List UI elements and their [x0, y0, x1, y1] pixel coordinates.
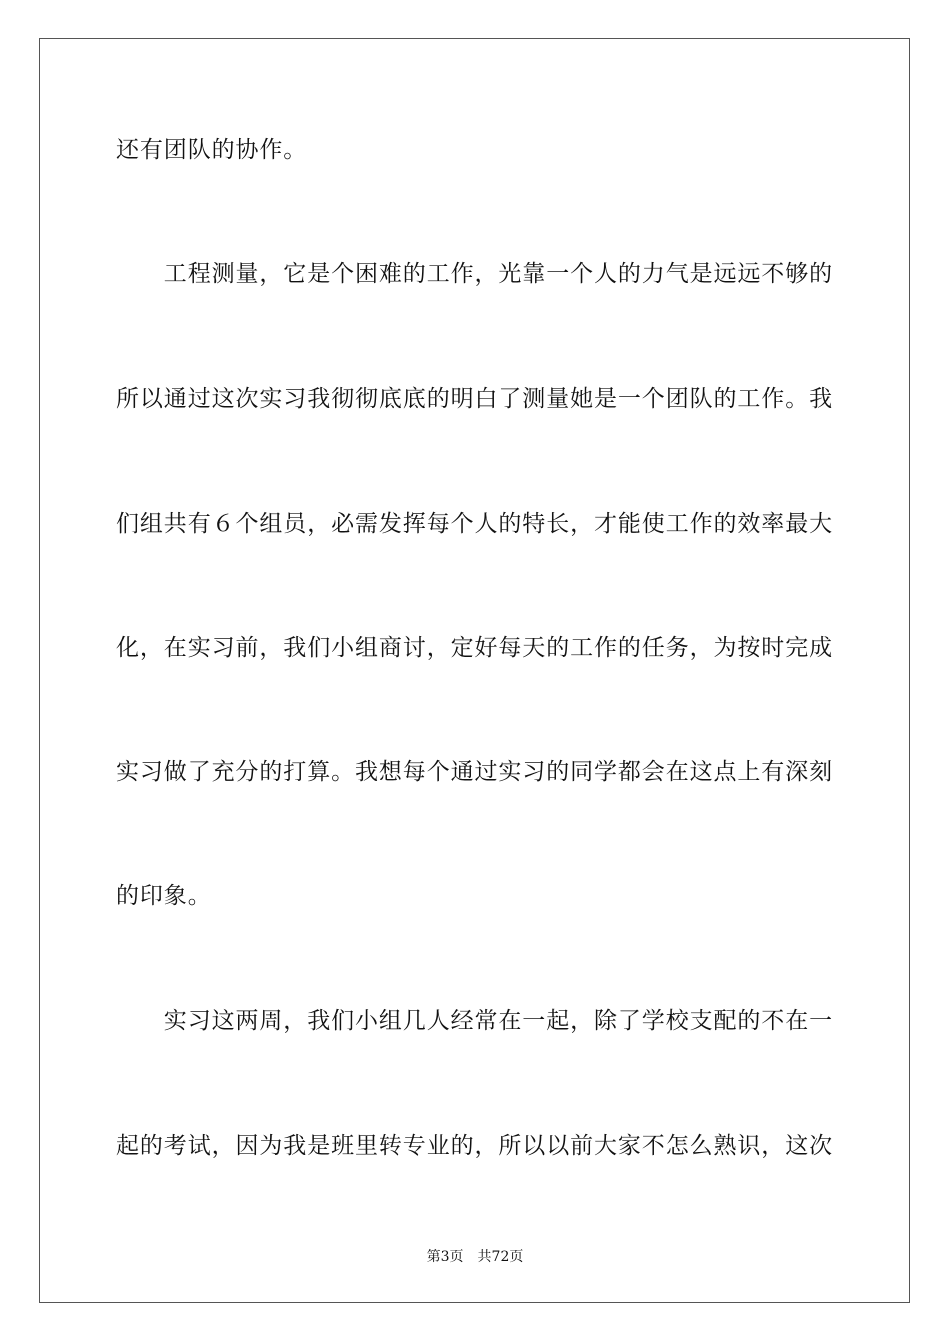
- text-line-3: 所以通过这次实习我彻彻底底的明白了测量她是一个团队的工作。我: [116, 386, 833, 412]
- text-line-1: 还有团队的协作。: [116, 137, 308, 163]
- page-border: [39, 38, 910, 1303]
- text-line-5: 化，在实习前，我们小组商讨，定好每天的工作的任务，为按时完成: [116, 635, 833, 661]
- text-line-9: 起的考试，因为我是班里转专业的，所以以前大家不怎么熟识，这次: [116, 1133, 833, 1159]
- text-line-4: 们组共有６个组员，必需发挥每个人的特长，才能使工作的效率最大: [116, 511, 833, 537]
- text-line-2: 工程测量，它是个困难的工作，光靠一个人的力气是远远不够的: [116, 261, 833, 287]
- text-line-8: 实习这两周，我们小组几人经常在一起，除了学校支配的不在一: [116, 1008, 833, 1034]
- text-line-6: 实习做了充分的打算。我想每个通过实习的同学都会在这点上有深刻: [116, 759, 833, 785]
- page-number-footer: 第3页 共72页: [426, 1249, 524, 1265]
- text-line-7: 的印象。: [116, 883, 212, 909]
